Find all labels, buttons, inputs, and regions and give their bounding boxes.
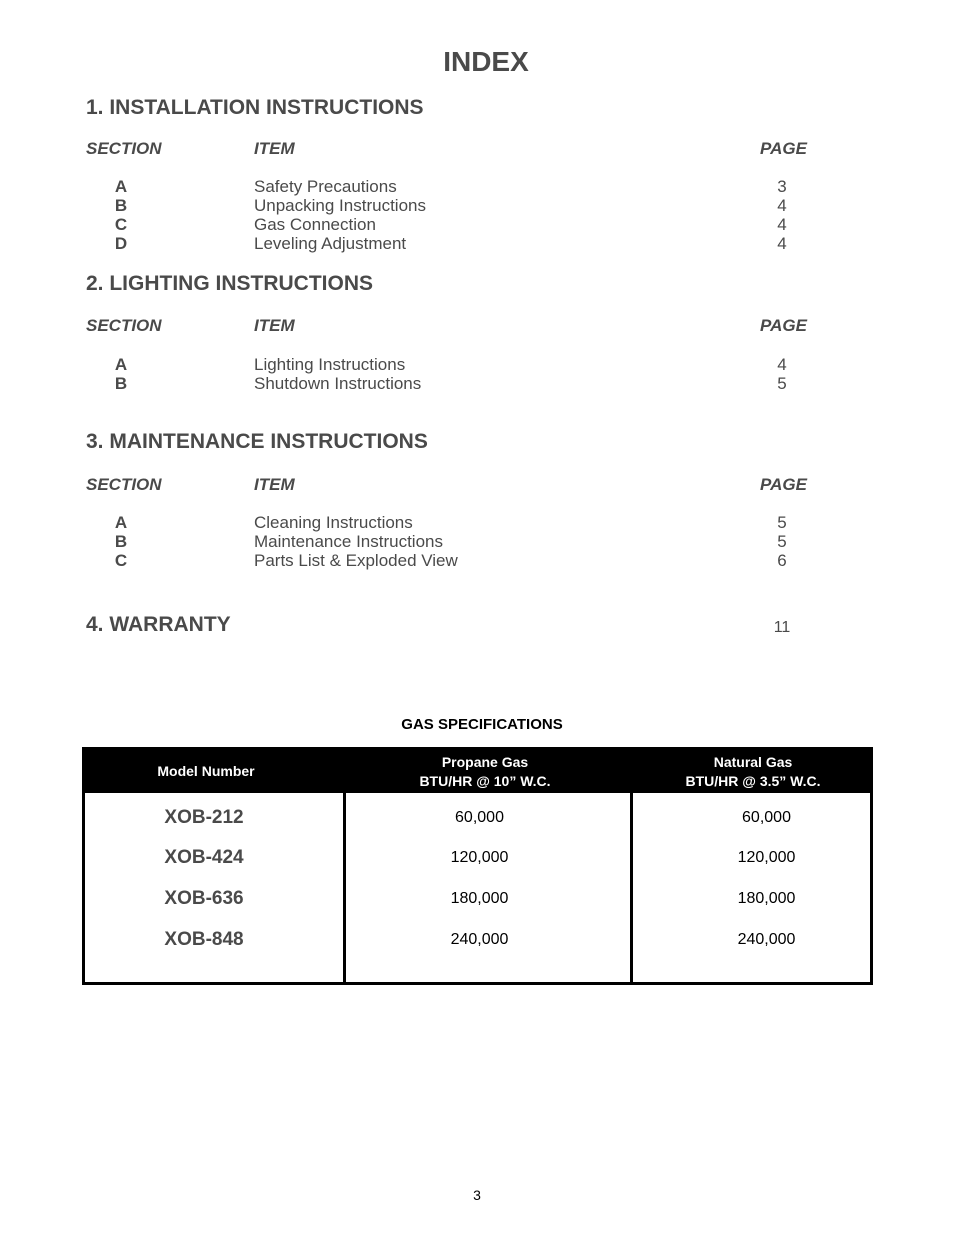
section-heading-installation: 1. INSTALLATION INSTRUCTIONS <box>86 96 424 119</box>
page-number: 3 <box>473 1187 481 1203</box>
section-letter: B <box>114 374 128 393</box>
gas-specs-title: GAS SPECIFICATIONS <box>401 716 563 733</box>
warranty-page-ref: 11 <box>773 619 791 636</box>
header-model-label: Model Number <box>157 763 255 779</box>
column-header-section: SECTION <box>86 316 162 335</box>
item-name: Parts List & Exploded View <box>254 551 458 570</box>
page-ref: 4 <box>777 196 787 215</box>
natural-cell: 120,000 <box>737 849 796 866</box>
column-header-section: SECTION <box>86 139 162 158</box>
page-ref: 4 <box>777 215 787 234</box>
natural-cell: 180,000 <box>737 890 796 907</box>
propane-cell: 60,000 <box>455 809 504 826</box>
column-header-page: PAGE <box>760 139 807 158</box>
list-item <box>0 551 954 570</box>
header-natural-line1: Natural Gas <box>713 753 793 770</box>
item-name: Safety Precautions <box>254 177 397 196</box>
item-name: Gas Connection <box>254 215 376 234</box>
model-cell: XOB-212 <box>164 807 244 828</box>
page-ref: 6 <box>777 551 787 570</box>
list-item <box>0 532 954 551</box>
propane-cell: 240,000 <box>450 931 509 948</box>
item-name: Cleaning Instructions <box>254 513 413 532</box>
header-natural-line2: BTU/HR @ 3.5” W.C. <box>685 772 821 789</box>
item-name: Maintenance Instructions <box>254 532 443 551</box>
table-row <box>85 929 870 953</box>
section-letter: C <box>114 215 128 234</box>
lighting-list <box>0 355 954 393</box>
natural-cell: 60,000 <box>742 809 791 826</box>
maintenance-list <box>0 513 954 570</box>
list-item <box>0 196 954 215</box>
index-title: INDEX <box>443 46 529 77</box>
model-cell: XOB-848 <box>164 929 244 950</box>
natural-cell: 240,000 <box>737 931 796 948</box>
item-name: Lighting Instructions <box>254 355 406 374</box>
column-header-item: ITEM <box>254 139 295 158</box>
item-name: Leveling Adjustment <box>254 234 407 253</box>
propane-cell: 180,000 <box>450 890 509 907</box>
column-header-section: SECTION <box>86 475 162 494</box>
model-cell: XOB-636 <box>164 888 244 909</box>
list-item <box>0 177 954 196</box>
header-natural <box>634 750 872 793</box>
page-ref: 4 <box>777 234 787 253</box>
page-ref: 5 <box>777 532 787 551</box>
column-header-item: ITEM <box>254 316 295 335</box>
page-ref: 5 <box>777 374 787 393</box>
gas-specs-table <box>82 747 873 985</box>
section-letter: D <box>114 234 128 253</box>
section-heading-lighting: 2. LIGHTING INSTRUCTIONS <box>86 272 374 295</box>
page-ref: 3 <box>777 177 787 196</box>
header-propane-line1: Propane Gas <box>441 753 529 770</box>
column-header-page: PAGE <box>760 316 807 335</box>
list-item <box>0 215 954 234</box>
page-ref: 4 <box>777 355 787 374</box>
table-row <box>85 888 870 912</box>
section-letter: A <box>114 177 128 196</box>
model-cell: XOB-424 <box>164 847 244 868</box>
column-header-page: PAGE <box>760 475 807 494</box>
section-letter: B <box>114 532 128 551</box>
header-model-number <box>85 750 327 793</box>
column-header-item: ITEM <box>254 475 295 494</box>
section-letter: A <box>114 513 128 532</box>
header-propane-line2: BTU/HR @ 10” W.C. <box>419 772 551 789</box>
table-row <box>85 807 870 831</box>
section-heading-maintenance: 3. MAINTENANCE INSTRUCTIONS <box>86 430 428 453</box>
list-item <box>0 355 954 374</box>
list-item <box>0 513 954 532</box>
list-item <box>0 374 954 393</box>
installation-list <box>0 177 954 253</box>
header-propane <box>347 750 623 793</box>
item-name: Shutdown Instructions <box>254 374 422 393</box>
section-heading-warranty: 4. WARRANTY <box>86 613 231 636</box>
section-letter: B <box>114 196 128 215</box>
item-name: Unpacking Instructions <box>254 196 426 215</box>
section-letter: C <box>114 551 128 570</box>
page-ref: 5 <box>777 513 787 532</box>
table-header-row <box>85 750 870 793</box>
propane-cell: 120,000 <box>450 849 509 866</box>
section-letter: A <box>114 355 128 374</box>
list-item <box>0 234 954 253</box>
table-row <box>85 847 870 871</box>
